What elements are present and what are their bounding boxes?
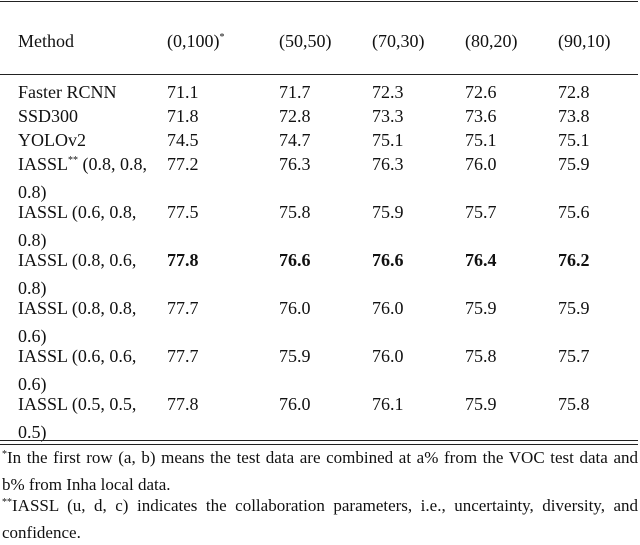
value-cell: 75.7 [558, 346, 590, 366]
value-cell: 76.4 [465, 250, 497, 270]
header-col-5: (90,10) [558, 31, 611, 51]
value-cell: 76.0 [372, 346, 404, 366]
value-cell: 75.1 [558, 130, 590, 150]
value-cell: 75.8 [558, 394, 590, 414]
method-cell: Faster RCNN [18, 82, 117, 102]
method-cell: IASSL** (0.8, 0.8, 0.8) [18, 154, 148, 202]
table-row [0, 248, 640, 296]
header-col-2: (50,50) [279, 31, 332, 51]
value-cell: 77.7 [167, 298, 199, 318]
value-cell: 72.8 [558, 82, 590, 102]
method-cell: IASSL (0.8, 0.6, 0.8) [18, 250, 137, 298]
value-cell: 75.9 [465, 394, 497, 414]
value-cell: 77.5 [167, 202, 199, 222]
value-cell: 75.9 [372, 202, 404, 222]
value-cell: 71.1 [167, 82, 199, 102]
header-method: Method [18, 31, 74, 51]
value-cell: 72.8 [279, 106, 311, 126]
value-cell: 71.7 [279, 82, 311, 102]
method-cell: IASSL (0.6, 0.8, 0.8) [18, 202, 137, 250]
footnote-2: **IASSL (u, d, c) indicates the collaboration parameters, i.e., uncertainty, diversity, and confidence. [2, 496, 638, 542]
value-cell: 77.2 [167, 154, 199, 174]
value-cell: 72.6 [465, 82, 497, 102]
value-cell: 73.6 [465, 106, 497, 126]
value-cell: 73.8 [558, 106, 590, 126]
value-cell: 75.6 [558, 202, 590, 222]
value-cell: 75.9 [558, 298, 590, 318]
value-cell: 75.8 [465, 346, 497, 366]
table-row [0, 200, 640, 248]
value-cell: 76.0 [279, 298, 311, 318]
value-cell: 73.3 [372, 106, 404, 126]
value-cell: 75.9 [465, 298, 497, 318]
footnote-1: *In the first row (a, b) means the test data are combined at a% from the VOC test data and b% from Inha local data. [2, 448, 638, 494]
header-col-4: (80,20) [465, 31, 518, 51]
value-cell: 76.3 [279, 154, 311, 174]
value-cell: 75.9 [279, 346, 311, 366]
value-cell: 76.2 [558, 250, 590, 270]
value-cell: 77.7 [167, 346, 199, 366]
method-cell: IASSL (0.5, 0.5, 0.5) [18, 394, 137, 442]
value-cell: 76.6 [372, 250, 404, 270]
method-cell: SSD300 [18, 106, 79, 126]
table-row [0, 392, 640, 440]
value-cell: 75.7 [465, 202, 497, 222]
method-cell: YOLOv2 [18, 130, 86, 150]
value-cell: 76.0 [372, 298, 404, 318]
value-cell: 71.8 [167, 106, 199, 126]
value-cell: 75.8 [279, 202, 311, 222]
table-bottom-rule [0, 440, 638, 441]
value-cell: 75.1 [465, 130, 497, 150]
value-cell: 76.3 [372, 154, 404, 174]
header-rule [0, 74, 638, 75]
value-cell: 76.1 [372, 394, 404, 414]
value-cell: 74.5 [167, 130, 199, 150]
method-cell: IASSL (0.8, 0.8, 0.6) [18, 298, 137, 346]
value-cell: 74.7 [279, 130, 311, 150]
value-cell: 76.6 [279, 250, 311, 270]
value-cell: 76.0 [465, 154, 497, 174]
value-cell: 75.1 [372, 130, 404, 150]
value-cell: 72.3 [372, 82, 404, 102]
table-row [0, 296, 640, 344]
table-row [0, 344, 640, 392]
table-top-rule [0, 1, 638, 2]
value-cell: 77.8 [167, 250, 199, 270]
header-col-1: (0,100)* [167, 31, 225, 51]
value-cell: 75.9 [558, 154, 590, 174]
value-cell: 77.8 [167, 394, 199, 414]
header-col-3: (70,30) [372, 31, 425, 51]
method-cell: IASSL (0.6, 0.6, 0.6) [18, 346, 137, 394]
table-bottom-rule-double [0, 444, 638, 445]
table-row [0, 152, 640, 200]
value-cell: 76.0 [279, 394, 311, 414]
